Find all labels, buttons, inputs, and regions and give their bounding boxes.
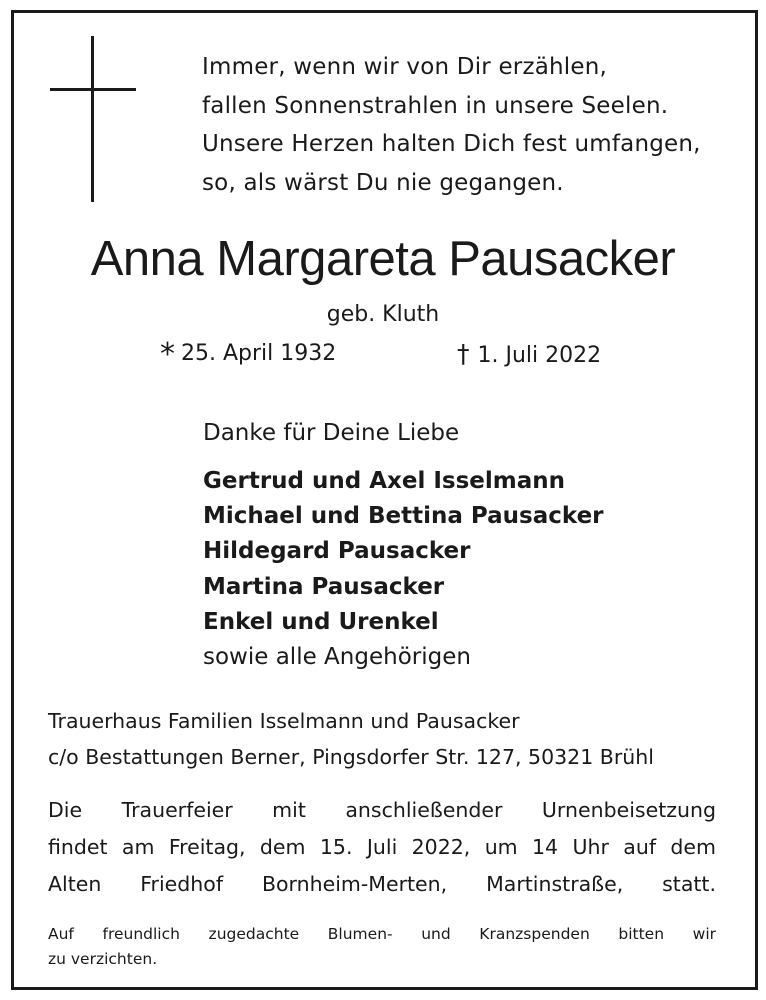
birth-date: 25. April 1932	[181, 341, 337, 366]
death-dagger-icon: †	[457, 339, 470, 368]
poem-line: fallen Sonnenstrahlen in unsere Seelen.	[202, 92, 669, 119]
note-line: Auf freundlich zugedachte Blumen- und Kranzspenden bitten wir	[48, 925, 716, 943]
birth-date-group	[160, 338, 336, 371]
maiden-name: geb. Kluth	[326, 302, 440, 327]
poem-line: Immer, wenn wir von Dir erzählen,	[202, 54, 608, 80]
mourning-house-address	[48, 703, 728, 775]
mourner: Hildegard Pausacker	[203, 538, 471, 565]
deceased-name: Anna Margareta Pausacker	[90, 232, 676, 286]
mourner: Gertrud und Axel Isselmann	[203, 468, 566, 494]
address-line: c/o Bestattungen Berner, Pingsdorfer Str. 127, 50321 Brühl	[48, 745, 654, 769]
mourners-list	[203, 464, 604, 675]
service-line: findet am Freitag, dem 15. Juli 2022, um 14 Uhr auf dem	[48, 835, 716, 859]
death-date: 1. Juli 2022	[477, 343, 602, 368]
funeral-service-info	[48, 792, 716, 903]
address-line: Trauerhaus Familien Isselmann und Pausacker	[48, 709, 520, 733]
service-line: Alten Friedhof Bornheim-Merten, Martinstraße, statt.	[48, 872, 716, 896]
mourners-others: sowie alle Angehörigen	[203, 644, 471, 671]
life-dates	[0, 338, 766, 372]
death-date-group	[457, 338, 601, 372]
thanks-line: Danke für Deine Liebe	[203, 420, 460, 446]
service-line: Die Trauerfeier mit anschließender Urnenbeisetzung	[48, 798, 716, 822]
cross-icon	[50, 36, 136, 202]
mourner: Martina Pausacker	[203, 573, 445, 600]
mourner: Michael und Bettina Pausacker	[203, 503, 604, 530]
flowers-note	[48, 922, 716, 972]
poem-line: so, als wärst Du nie gegangen.	[202, 169, 564, 196]
mourner: Enkel und Urenkel	[203, 608, 439, 635]
poem-line: Unsere Herzen halten Dich fest umfangen,	[202, 131, 701, 157]
note-line: zu verzichten.	[48, 950, 158, 968]
poem	[202, 48, 742, 202]
birth-star-icon: *	[160, 337, 175, 372]
